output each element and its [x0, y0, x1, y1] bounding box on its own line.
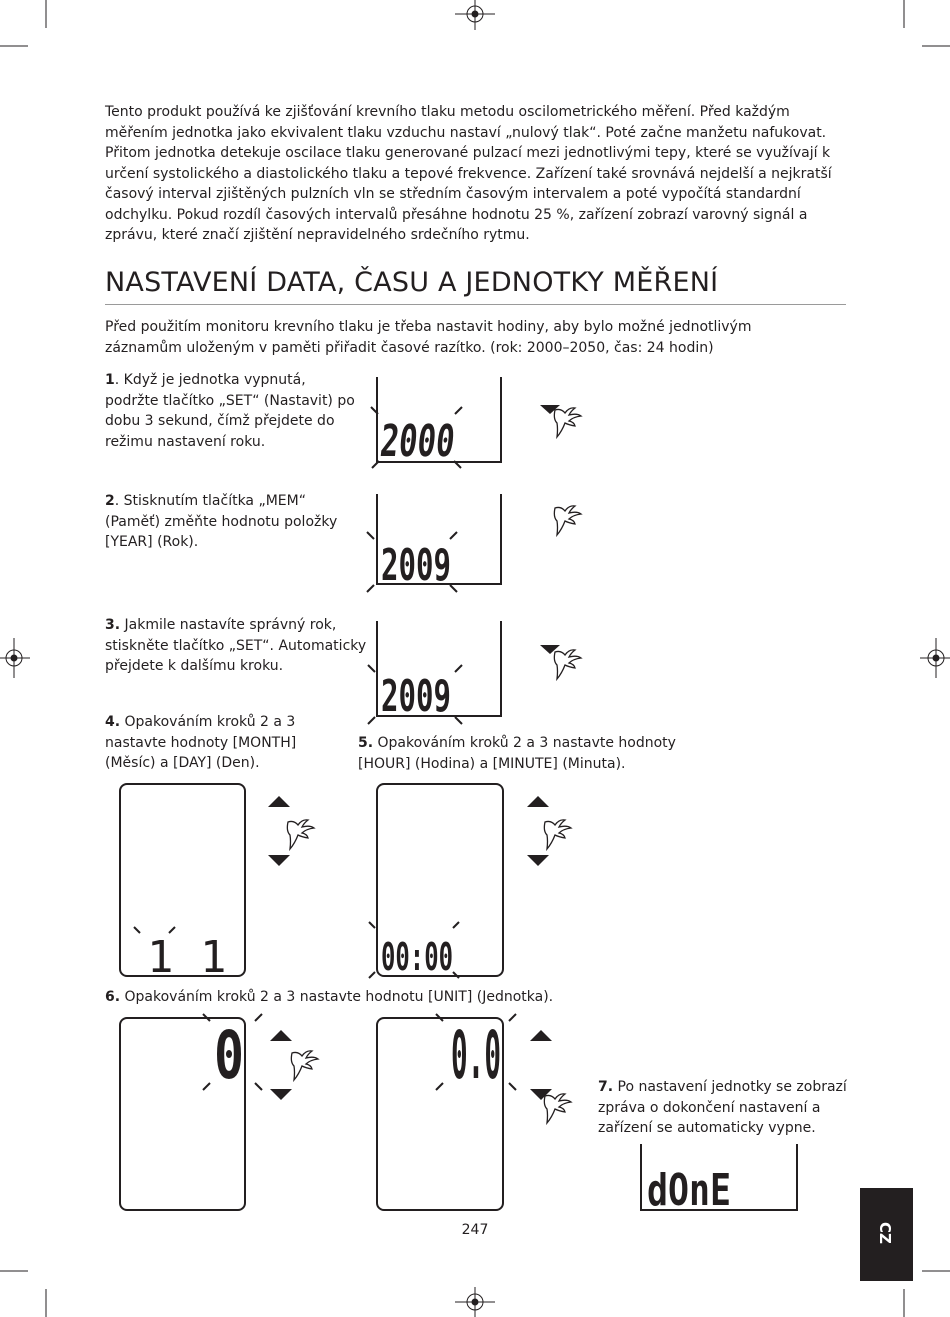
lcd-value: 0: [214, 1017, 244, 1094]
lcd-display-unit-0: [120, 1014, 318, 1210]
blink-mark: [436, 1083, 443, 1090]
step-sep: .: [114, 372, 120, 388]
set-button-icon: [540, 645, 560, 654]
up-arrow-icon: [527, 796, 549, 807]
step-text: Když je jednotka vypnutá, podržte tlačítko „SET“ (Nastavit) po dobu 3 sekund, čímž přejdete do režimu nastavení roku.: [105, 372, 355, 450]
lcd-display-year-2000: [371, 377, 581, 468]
page-number: 247: [461, 1222, 489, 1238]
blink-mark: [455, 665, 462, 672]
lcd-value: 2000: [377, 416, 490, 467]
step-number: 6.: [105, 989, 121, 1005]
lcd-display-time: [369, 784, 571, 979]
step-text: Opakováním kroků 2 a 3 nastavte hodnoty [MONTH] (Měsíc) a [DAY] (Den).: [105, 714, 297, 771]
lcd-value: dOnE: [647, 1165, 731, 1216]
up-arrow-icon: [270, 1030, 292, 1041]
step-number: 5.: [358, 735, 374, 751]
blink-mark: [450, 585, 457, 592]
blink-mark: [455, 407, 462, 414]
down-arrow-icon: [527, 855, 549, 866]
step-number: 3.: [105, 617, 121, 633]
down-arrow-icon: [270, 1089, 292, 1100]
step-sep: .: [114, 493, 120, 509]
step-text: Opakováním kroků 2 a 3 nastavte hodnoty [HOUR] (Hodina) a [MINUTE] (Minuta).: [358, 735, 676, 772]
pressing-hand-icon: [554, 408, 581, 437]
blink-mark: [368, 665, 375, 672]
lcd-display-year-2009-a: [367, 494, 581, 592]
blink-mark: [369, 972, 375, 978]
step-text: Opakováním kroků 2 a 3 nastavte hodnotu [UNIT] (Jednotka).: [124, 989, 554, 1005]
step-number: 4.: [105, 714, 121, 730]
lcd-display-year-2009-b: [368, 621, 581, 724]
lcd-value: 0.0: [451, 1017, 501, 1094]
pressing-hand-icon: [544, 1094, 571, 1123]
blink-mark: [134, 927, 140, 933]
pressing-hand-icon: [544, 820, 571, 849]
lcd-value: 1 1: [147, 932, 227, 983]
language-tab: [860, 1188, 913, 1281]
lcd-value: 00:00: [381, 935, 453, 979]
step-text: Po nastavení jednotky se zobrazí zpráva o dokončení nastavení a zařízení se automaticky vypne.: [598, 1079, 847, 1136]
blink-mark: [368, 717, 375, 724]
blink-mark: [455, 717, 462, 724]
blink-mark: [367, 585, 374, 592]
step-number: 7.: [598, 1079, 614, 1095]
set-button-icon: [530, 1089, 552, 1100]
blink-mark: [453, 922, 459, 928]
blink-mark: [509, 1083, 516, 1090]
lcd-value: 2009: [381, 671, 451, 722]
blink-mark: [369, 922, 375, 928]
step-text: Jakmile nastavíte správný rok, stiskněte tlačítko „SET“. Automaticky přejdete k dalšímu kroku.: [105, 617, 367, 674]
blink-mark: [450, 532, 457, 539]
intro-paragraph: Tento produkt používá ke zjišťování krevního tlaku metodu oscilometrického měření. Před každým měřením jednotka jako ekvivalent tlaku vzduchu nastaví „nulový tlak“. Poté začne manžetu nafukovat. Přitom jednotka detekuje oscilace tlaku generované pulzací mezi jednotlivými tepy, které se využívají k určení systolického a diastolického tlaku a tepové frekvence. Zařízení také srovnává nejdelší a nejkratší časový interval zjištěných pulzních vln se středním časovým intervalem a poté vypočítá standardní odchylku. Pokud rozdíl časových intervalů přesáhne hodnotu 25 %, zařízení zobrazí varovný signál a zprávu, které značí zjištění nepravidelného srdečního rytmu.: [105, 104, 832, 243]
section-heading: NASTAVENÍ DATA, ČASU A JEDNOTKY MĚŘENÍ: [105, 267, 719, 298]
step-number: 2: [105, 493, 115, 509]
lcd-display-unit-00: [377, 1014, 571, 1210]
up-arrow-icon: [530, 1030, 552, 1041]
blink-mark: [509, 1014, 516, 1021]
blink-mark: [255, 1014, 262, 1021]
lead-paragraph: Před použitím monitoru krevního tlaku je třeba nastavit hodiny, aby bylo možné jednotlivým záznamům uloženým v paměti přiřadit časové razítko. (rok: 2000–2050, čas: 24 hodin): [105, 319, 752, 356]
blink-mark: [367, 532, 374, 539]
blink-mark: [255, 1083, 262, 1090]
pressing-hand-icon: [287, 820, 314, 849]
lcd-display-done: [641, 1144, 797, 1216]
down-arrow-icon: [268, 855, 290, 866]
pressing-hand-icon: [291, 1051, 318, 1080]
lcd-display-month-day: [120, 784, 314, 983]
pressing-hand-icon: [554, 650, 581, 679]
step-text: Stisknutím tlačítka „MEM“ (Paměť) změňte hodnotu položky [YEAR] (Rok).: [105, 493, 338, 550]
up-arrow-icon: [268, 796, 290, 807]
lcd-value: 2009: [381, 540, 451, 591]
pressing-hand-icon: [554, 506, 581, 535]
blink-mark: [203, 1083, 210, 1090]
language-tab-label: CZ: [876, 1222, 894, 1244]
step-number: 1: [105, 372, 115, 388]
